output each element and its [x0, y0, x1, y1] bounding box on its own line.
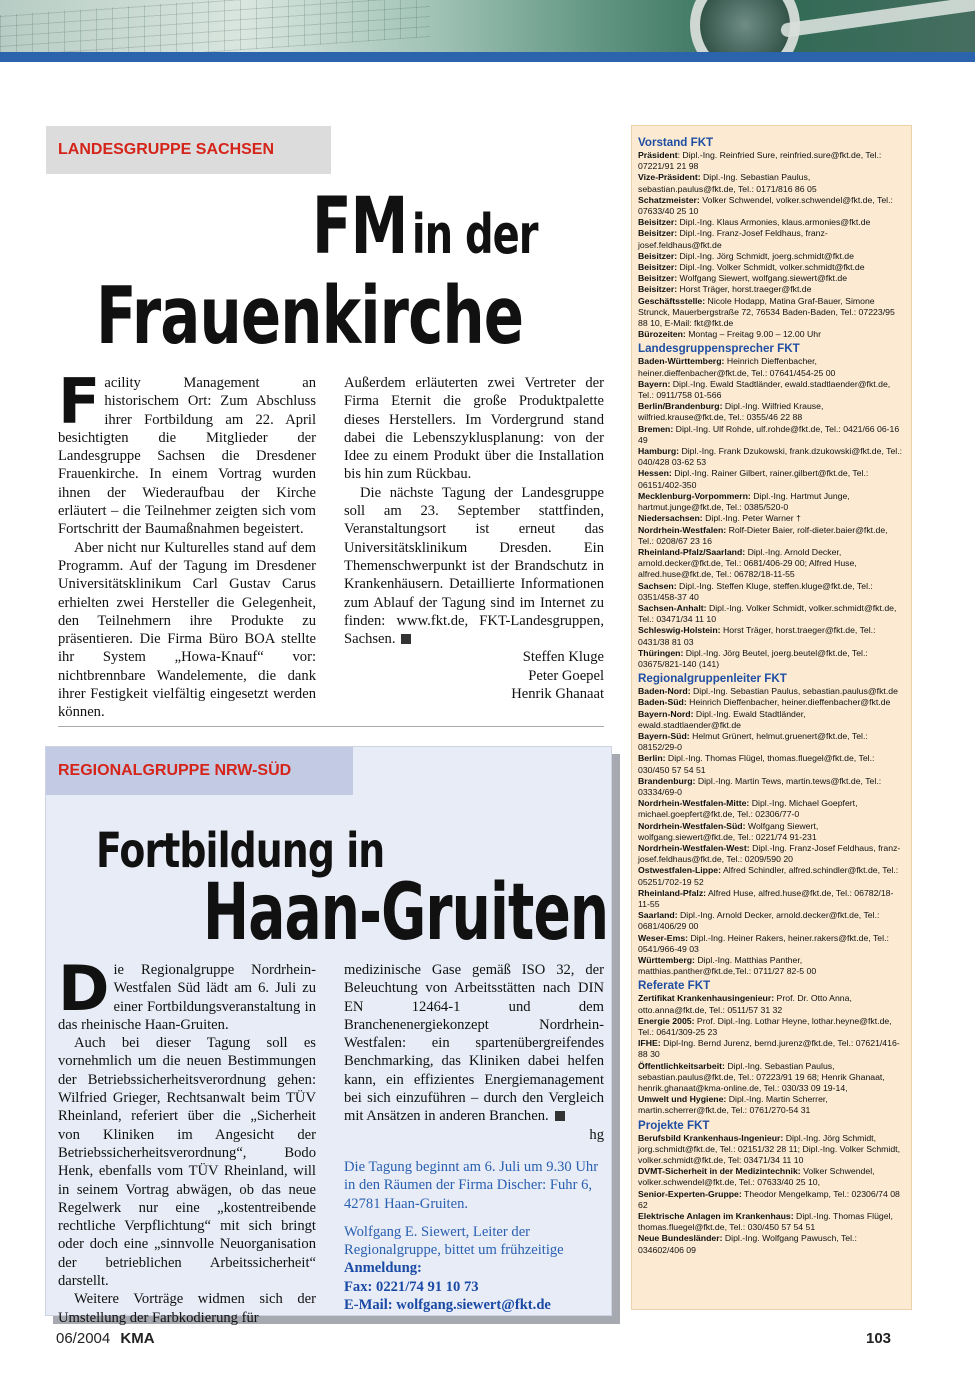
section-tag-sachsen: LANDESGRUPPE SACHSEN [46, 126, 331, 174]
sidebar-entry-label: Neue Bundesländer: [638, 1233, 723, 1244]
issue-date: 06/2004 [56, 1330, 111, 1347]
article2-para [58, 952, 316, 1034]
sidebar-entry-text: Dipl.-Ing. Franz-Josef Feldhaus, franz-josef.feldhaus@fkt.de [638, 228, 828, 250]
sidebar-entry-label: Thüringen: [638, 647, 684, 658]
sidebar-entry [638, 993, 905, 1015]
sidebar-entry-text: Dipl.-Ing. Steffen Kluge, steffen.kluge@fkt.de, Tel.: 0351/458-37 40 [638, 580, 873, 602]
sidebar-entry-label: Baden-Süd: [638, 697, 687, 708]
sidebar-entry-text: Dipl.-Ing. Ewald Stadtländer, ewald.stadtlaender@fkt.de, Tel.: 0911/758 01-566 [638, 378, 891, 401]
sidebar-entry-text: Dipl.-Ing. Arnold Decker, arnold.decker@fkt.de, Tel.: 0681/406/29 00 [638, 910, 880, 932]
sidebar-entry-text: Dipl-Ing. Bernd Jurenz, bernd.jurenz@fkt.de, Tel.: 07621/416-88 30 [638, 1038, 900, 1060]
sidebar-entry-text: Dipl.-Ing. Ewald Stadtländer, ewald.stadtlaender@fkt.de [638, 708, 806, 730]
article2-para: Auch bei dieser Tagung soll es vornehmlich um die neuen Bestimmungen der Betriebssicherheitsverordnung gehen: Wilfried Grieger, Rechtsanwalt beim TÜV Rheinland, referiert über die „Sicherheit von Kliniken im Angesicht der Betriebssicherheitsverordnung“, Bodo Henk, ebenfalls vom TÜV Rheinland, will in seinem Vortrag abwägen, ob das neue Regelwerk nur eine „kostentreibende rechtliche Verpflichtung“ mit sich bringt oder doch eine „sinnvolle Neuorganisation der betrieblichen Arbeitssicherheit“ darstellt. [58, 1035, 316, 1290]
end-mark-icon [401, 634, 411, 644]
sidebar-entry [638, 1016, 905, 1038]
sidebar-entry-label: Nordrhein-Westfalen: [638, 524, 727, 535]
sidebar-section-title: Referate FKT [638, 979, 711, 993]
signature-line: Peter Goepel [528, 667, 604, 684]
sidebar-entry [638, 228, 905, 250]
sidebar-entry [638, 296, 905, 330]
sidebar-entry [638, 251, 905, 262]
sidebar-entry [638, 446, 905, 468]
sidebar-entry-label: Zertifikat Krankenhausingenieur: [638, 993, 775, 1004]
section-tag-nrw: REGIONALGRUPPE NRW-SÜD [46, 747, 353, 795]
sidebar-entry-label: Energie 2005: [638, 1015, 695, 1026]
article1-para: Außerdem erläuterten zwei Vertreter der Firma Eternit die große Produktpalette dieses Herstellers. Im Vordergrund stand dabei die Lebenszyklusplanung: von der Idee zu einem Produkt über die Installation bis hin zum Rückbau. [344, 375, 604, 483]
sidebar-entry-text: Wolfgang Siewert, wolfgang.siewert@fkt.de, Tel.: 0221/74 91-231 [638, 820, 819, 842]
headline-frauenkirche: Frauenkirche [96, 270, 524, 363]
sidebar-entry-label: Präsident [638, 150, 678, 160]
sidebar-entry [638, 865, 905, 887]
sidebar-entry-text: Dipl.-Ing. Sebastian Paulus, sebastian.paulus@fkt.de, Tel.: 07223/91 19 68; Henrik Ghanaat, henrik.ghanaat@kma-online.de, Tel.: 030/33 09 19-14, [638, 1060, 885, 1094]
sidebar-entry [638, 686, 905, 697]
sidebar-entry-label: Öffentlichkeitsarbeit: [638, 1060, 725, 1071]
headline-fm-small: in der [411, 204, 538, 267]
footer-left [56, 1330, 155, 1347]
signature-hg: hg [589, 1126, 604, 1143]
sidebar-entry [638, 217, 905, 228]
fax-number: Fax: 0221/74 91 10 73 [344, 1278, 479, 1295]
signature-line: Henrik Ghanaat [511, 686, 604, 703]
sidebar-entry-label: Hamburg: [638, 446, 680, 457]
sidebar-entry-label: Rheinland-Pfalz: [638, 887, 707, 898]
sidebar-entry [638, 798, 905, 820]
sidebar-entry-label: Senior-Experten-Gruppe: [638, 1188, 742, 1199]
sidebar-entry [638, 821, 905, 843]
sidebar-entry-label: Berufsbild Krankenhaus-Ingenieur: [638, 1132, 784, 1143]
sidebar-entry-text: Dipl.-Ing. Klaus Armonies, klaus.armonies@fkt.de [677, 217, 871, 228]
sidebar-entry [638, 172, 905, 194]
sidebar-entry-label: Baden-Württemberg: [638, 356, 725, 367]
sidebar-entry-text: Dipl.-Ing. Sebastian Paulus, sebastian.paulus@fkt.de [690, 686, 898, 697]
stethoscope-tube [780, 0, 975, 38]
sidebar-entry [638, 284, 905, 295]
sidebar-entry-label: Bayern-Nord: [638, 708, 694, 719]
sidebar-section-title: Regionalgruppenleiter FKT [638, 672, 787, 686]
sidebar-entry-label: Nordrhein-Westfalen-West: [638, 842, 750, 853]
dropcap: F [58, 365, 101, 438]
sidebar-entry [638, 648, 905, 670]
sidebar-entry-label: Sachsen-Anhalt: [638, 602, 707, 613]
sidebar-entry-text: Horst Träger, horst.traeger@fkt.de, Tel.: 0431/38 81 03 [638, 625, 876, 647]
sidebar-entry [638, 525, 905, 547]
sidebar-entry-label: Beisitzer: [638, 250, 678, 261]
divider-rule [58, 726, 604, 727]
sidebar-entry-label: Weser-Ems: [638, 932, 689, 943]
sidebar-entry-text: Dipl.-Ing. Matthias Panther, matthias.panther@fkt.de,Tel.: 0711/27 82-5 00 [638, 955, 817, 977]
sidebar-section-title: Vorstand FKT [638, 136, 714, 149]
sidebar-entry-text: Dipl.-Ing. Rainer Gilbert, rainer.gilbert@fkt.de, Tel.: 06151/402-350 [638, 468, 869, 490]
sidebar-entry-text: Rolf-Dieter Baier, rolf-dieter.baier@fkt.de, Tel.: 0208/67 23 16 [638, 524, 888, 546]
sidebar-entry-label: Nordrhein-Westfalen-Süd: [638, 820, 746, 831]
sidebar-entry [638, 1094, 905, 1116]
sidebar-entry-label: Nordrhein-Westfalen-Mitte: [638, 798, 750, 809]
sidebar-entry [638, 753, 905, 775]
contact-info: Wolfgang E. Siewert, Leiter der Regionalgruppe, bittet um frühzeitige [344, 1223, 564, 1259]
sidebar-entry [638, 1061, 905, 1095]
sidebar-entry-text: Dipl.-Ing. Wilfried Krause, wilfried.krause@fkt.de, Tel.: 0355/46 22 88 [638, 401, 824, 423]
sidebar-entry [638, 731, 905, 753]
sidebar-entry-label: Berlin/Brandenburg: [638, 401, 723, 412]
sidebar-entry-text: Dipl.-Ing. Franz-Josef Feldhaus, franz-josef.feldhaus@fkt.de, Tel.: 0209/590 20 [638, 842, 901, 865]
headline-haan-gruiten: Haan-Gruiten [203, 868, 609, 959]
sidebar-entry-label: Niedersachsen: [638, 513, 703, 524]
sidebar-entry-label: Baden-Nord: [638, 686, 691, 697]
sidebar-entry-text: Dipl.-Ing. Arnold Decker, arnold.decker@fkt.de, Tel.: 0681/406-29 00; Alfred Huse, alfred.huse@fkt.de, Tel.: 06782/18-11-55 [638, 546, 857, 580]
sidebar-entry-label: Rheinland-Pfalz/Saarland: [638, 546, 746, 557]
sidebar-entry-text: Dipl.-Ing. Frank Dzukowski, frank.dzukowski@fkt.de, Tel.: 040/428 03-62 53 [638, 446, 903, 468]
sidebar-entry [638, 356, 905, 378]
article2-para: Weitere Vorträge widmen sich der Umstellung der Farbkodierung für [58, 1291, 316, 1326]
article1-col1 [58, 365, 316, 722]
sidebar-entry-label: Beisitzer: [638, 284, 678, 295]
sidebar-entry [638, 1133, 905, 1167]
sidebar-entry-text: Heinrich Dieffenbacher, heiner.dieffenbacher@fkt.de, Tel.: 07641/454-25 00 [638, 356, 836, 378]
sidebar-entry [638, 776, 905, 798]
article1-text: acility Management an historischem Ort: Zum Abschluss ihrer Fortbildung am 22. April besichtigten die Mitglieder der Landesgruppe Sachsen die Dresdener Frauenkirche. In einem Vortrag wurden ihnen der Wiederaufbau der Kirche erläutert – die Teilnehmer zeigten sich vom Fortschritt der Baumaßnahmen begeistert. [58, 375, 316, 538]
sidebar-entry-text: Theodor Mengelkamp, Tel.: 02306/74 08 62 [638, 1188, 900, 1210]
sidebar-entry-text: Wolfgang Siewert, wolfgang.siewert@fkt.de [677, 273, 848, 284]
sidebar-entry [638, 401, 905, 423]
sidebar-entry-label: Schatzmeister: [638, 194, 700, 205]
fkt-contact-sidebar [631, 125, 912, 1310]
sidebar-entry-label: Beisitzer: [638, 217, 678, 228]
sidebar-entry-label: Beisitzer: [638, 262, 678, 273]
sidebar-entry-label: Umwelt und Hygiene: [638, 1094, 727, 1105]
sidebar-entry-label: Geschäftsstelle: [638, 295, 706, 306]
sidebar-entry [638, 1233, 905, 1255]
sidebar-entry-label: Sachsen: [638, 580, 677, 591]
sidebar-entry-label: Brandenburg: [638, 775, 696, 786]
sidebar-entry-label: Beisitzer: [638, 228, 678, 239]
sidebar-entry-text: Montag – Freitag 9.00 – 12.00 Uhr [685, 329, 822, 340]
sidebar-entry [638, 195, 905, 217]
article2-text: medizinische Gase gemäß ISO 32, der Beleuchtung von Arbeitsstätten nach DIN EN 12464-1 und dem Branchenenergiekonzept Nordrhein-Westfalen: ein spartenübergreifendes Benchmarking, das Kliniken dabei helfen kann, ein effizientes Energiemanagement bei sich einzuführen – durch den Vergleich mit Ansätzen in anderen Branchen. [344, 962, 604, 1125]
sidebar-entry-label: Bayern: [638, 378, 671, 389]
sidebar-entry [638, 1038, 905, 1060]
sidebar-entry [638, 843, 905, 865]
sidebar-entry-label: Berlin: [638, 753, 666, 764]
sidebar-entry-text: Dipl.-Ing. Wolfgang Pawusch, Tel.: 034602/406 09 [638, 1233, 857, 1255]
sidebar-entry [638, 933, 905, 955]
sidebar-entry-text: Heinrich Dieffenbacher, heiner.dieffenbacher@fkt.de [686, 697, 891, 708]
sidebar-entry [638, 910, 905, 932]
sidebar-entry-label: Bürozeiten: [638, 329, 686, 340]
sidebar-entry-label: Ostwestfalen-Lippe: [638, 865, 722, 876]
sidebar-entry [638, 603, 905, 625]
sidebar-entry [638, 1166, 905, 1188]
sidebar-entry-text: Dipl.-Ing. Michael Goepfert, michael.goepfert@fkt.de, Tel.: 02306/77-0 [638, 798, 858, 820]
sidebar-entry-text: Dipl.-Ing. Ulf Rohde, ulf.rohde@fkt.de, Tel.: 0421/66 06-16 49 [638, 423, 900, 445]
sidebar-entry-text: Helmut Grünert, helmut.gruenert@fkt.de, Tel.: 08152/29-0 [638, 730, 868, 753]
sidebar-entry [638, 1189, 905, 1211]
sidebar-entry [638, 547, 905, 581]
sidebar-entry-text: Dipl.-Ing. Sebastian Paulus, sebastian.paulus@fkt.de, Tel.: 0171/816 86 05 [638, 172, 817, 194]
sidebar-entry-text: Nicole Hodapp, Matina Graf-Bauer, Simone Strunck, Mauerbergstraße 72, 76534 Baden-Baden, Tel.: 07223/95 88 10, E-Mail: fkt@fkt.de [638, 295, 895, 329]
sidebar-entry [638, 625, 905, 647]
sidebar-entry [638, 709, 905, 731]
sidebar-entry [638, 697, 905, 708]
sidebar-entry-label: Vize-Präsident: [638, 172, 701, 183]
sidebar-entry-text: Dipl.-Ing. Martin Tews, martin.tews@fkt.de, Tel.: 03334/69-0 [638, 775, 882, 797]
sidebar-entry-label: Hessen: [638, 468, 672, 479]
sidebar-entry [638, 262, 905, 273]
article1-text: Die nächste Tagung der Landesgruppe soll am 23. September stattfinden, Veranstaltungsort ist erneut das Universitätsklinikum Dresden. Ein Themenschwerpunkt ist der Brandschutz in Krankenhäusern. Detaillierte Informationen zum Ablauf der Tagung sind im Internet zu finden: www.fkt.de, FKT-Landesgruppen, Sachsen. [344, 484, 604, 648]
sidebar-entry-text: : Dipl.-Ing. Reinfried Sure, reinfried.sure@fkt.de, Tel.: 07221/91 21 98 [638, 150, 882, 172]
article1-col2 [344, 374, 604, 703]
article2-col1 [58, 952, 316, 1327]
article2-col2 [344, 961, 604, 1314]
sidebar-entry-label: Beisitzer: [638, 273, 678, 284]
sidebar-entry-label: Schleswig-Holstein: [638, 625, 721, 636]
sidebar-entry [638, 273, 905, 284]
page-number: 103 [866, 1330, 892, 1347]
sidebar-entry [638, 150, 905, 172]
sidebar-entry-text: Volker Schwendel, volker.schwendel@fkt.de, Tel.: 07633/40 25 10 [638, 194, 893, 217]
end-mark-icon [555, 1111, 565, 1121]
headline-fm-big: FM [312, 180, 408, 272]
sidebar-entry-text: Dipl.-Ing. Thomas Flügel, thomas.fluegel@fkt.de, Tel.: 030/450 57 54 51 [638, 1211, 893, 1233]
sidebar-entry-label: Württemberg: [638, 955, 695, 966]
sidebar-entry-text: Dipl.-Ing. Hartmut Junge, hartmut.junge@fkt.de, Tel.: 0385/520-0 [638, 490, 850, 513]
sidebar-entry-text: Dipl.-Ing. Jörg Beutel, joerg.beutel@fkt.de, Tel.: 03675/821-140 (141) [638, 647, 868, 669]
sidebar-entry [638, 581, 905, 603]
sidebar-entry-label: Bremen: [638, 423, 674, 434]
sidebar-entry-text: Dipl.-Ing. Jörg Schmidt, jorg.schmidt@fkt.de, Tel.: 02151/32 28 11; Dipl.-Ing. Volker Schmidt, volker.schmidt@fkt.de, Tel: 03471/34 11 10 [638, 1132, 901, 1166]
sidebar-entry-text: Dipl.-Ing. Heiner Rakers, heiner.rakers@fkt.de, Tel.: 0541/966-49 03 [638, 932, 889, 954]
article2-para [344, 961, 604, 1126]
signature-line: Steffen Kluge [522, 649, 604, 666]
sidebar-entry-text: Dipl.-Ing. Jörg Schmidt, joerg.schmidt@fkt.de [677, 250, 854, 261]
sidebar-entry-text: Dipl.-Ing. Volker Schmidt, volker.schmidt@fkt.de [677, 262, 865, 273]
headline-fortbildung: Fortbildung in [96, 822, 385, 879]
sidebar-entry-label: Mecklenburg-Vorpommern: [638, 490, 751, 501]
sidebar-entry-label: Bayern-Süd: [638, 730, 690, 741]
sidebar-entry [638, 329, 905, 340]
article2-text: ie Regionalgruppe Nordrhein-Westfalen Süd lädt am 6. Juli zu einer Fortbildungsveranstaltung in das rheinische Haan-Gruiten. [58, 962, 316, 1033]
sidebar-entry [638, 955, 905, 977]
sidebar-entry-label: Elektrische Anlagen im Krankenhaus: [638, 1211, 794, 1222]
sidebar-entry-text: Dipl.-Ing. Peter Warner † [702, 513, 801, 524]
dropcap: D [58, 952, 110, 1025]
sidebar-entry-text: Dipl.-Ing. Thomas Flügel, thomas.fluegel@fkt.de, Tel.: 030/450 57 54 51 [638, 753, 875, 775]
sidebar-entry [638, 513, 905, 524]
article1-para: Aber nicht nur Kulturelles stand auf dem Programm. Auf der Tagung im Dresdener Universitätsklinikum Carl Gustav Carus erhielten zwei Hersteller die Gelegenheit, den Teilnehmern ihre Produkte zu präsentieren. Die Firma Büro BOA stellte ihr System „Howa-Knauf“ vor: nichtbrennbare Wandelemente, die dank ihrer Festigkeit vielfältig eingesetzt werden können. [58, 539, 316, 721]
sidebar-entry-label: DVMT-Sicherheit in der Medizintechnik: [638, 1166, 801, 1177]
header-banner [0, 0, 975, 62]
sidebar-section-title: Projekte FKT [638, 1118, 710, 1132]
sidebar-entry-text: Dipl.-Ing. Volker Schmidt, volker.schmidt@fkt.de, Tel.: 03471/34 11 10 [638, 602, 897, 625]
sidebar-entry-text: Prof. Dr. Otto Anna, otto.anna@fkt.de, Tel.: 0511/57 31 32 [638, 993, 852, 1015]
sidebar-entry-text: Volker Schwendel, volker.schwendel@fkt.de, Tel.: 07633/40 25 10, [638, 1166, 875, 1188]
sidebar-section-title: Landesgruppensprecher FKT [638, 342, 800, 356]
sidebar-entry [638, 888, 905, 910]
sidebar-entry-text: Horst Träger, horst.traeger@fkt.de [677, 284, 812, 295]
sidebar-entry [638, 1211, 905, 1233]
sidebar-entry-text: Alfred Huse, alfred.huse@fkt.de, Tel.: 06782/18-11-55 [638, 887, 894, 909]
sidebar-entry [638, 468, 905, 490]
article1-para [344, 484, 604, 649]
banner-blue-bar [0, 52, 975, 62]
sidebar-entry-text: Dipl.-Ing. Martin Scherrer, martin.scherrer@fkt.de, Tel.: 0761/270-54 31 [638, 1094, 828, 1116]
sidebar-entry [638, 491, 905, 513]
sidebar-entry [638, 379, 905, 401]
sidebar-entry-text: Prof. Dipl.-Ing. Lothar Heyne, lothar.heyne@fkt.de, Tel.: 0641/309-25 23 [638, 1015, 892, 1038]
magazine-name: KMA [120, 1330, 155, 1347]
email-link[interactable]: E-Mail: wolfgang.siewert@fkt.de [344, 1297, 551, 1314]
sidebar-entry [638, 424, 905, 446]
sidebar-entry-text: Alfred Schindler, alfred.schindler@fkt.de, Tel.: 05251/702-19 52 [638, 865, 899, 887]
registration-label: Anmeldung: [344, 1260, 422, 1277]
sidebar-entry-label: IFHE: [638, 1038, 661, 1049]
sidebar-entry-label: Saarland: [638, 910, 678, 921]
article1-para [58, 365, 316, 539]
event-info: Die Tagung beginnt am 6. Juli um 9.30 Uhr in den Räumen der Firma Discher: Fuhr 6, 42781 Haan-Gruiten. [344, 1158, 599, 1212]
headline-fm [312, 180, 538, 272]
